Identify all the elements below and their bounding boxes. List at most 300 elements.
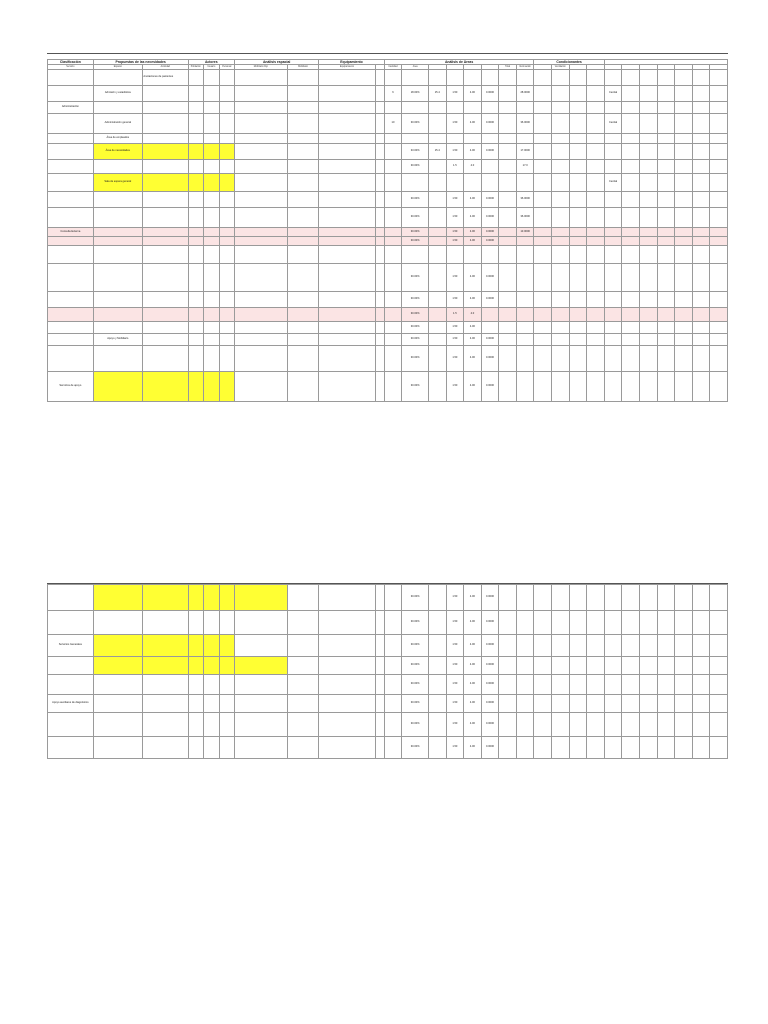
total-cell	[516, 695, 534, 713]
actor-cell	[204, 144, 219, 160]
actor-cell	[219, 86, 234, 102]
value-cell	[481, 174, 499, 192]
empty-cell	[657, 611, 675, 635]
mark-cell	[604, 160, 622, 174]
activity-cell	[142, 246, 188, 264]
value-cell: 4.00	[464, 264, 482, 292]
table-row	[48, 635, 728, 657]
space-cell: Área de empleados	[93, 134, 142, 144]
space-cell: Administración general	[93, 114, 142, 134]
empty-cell	[692, 372, 710, 402]
value-cell: 0.0000	[481, 346, 499, 372]
table-row	[48, 208, 728, 228]
empty-cell	[710, 174, 728, 192]
value-cell	[428, 246, 446, 264]
empty-cell	[375, 372, 384, 402]
space-cell	[93, 635, 142, 657]
total-cell	[516, 334, 534, 346]
value-cell: 4.00	[464, 114, 482, 134]
actor-cell	[204, 657, 219, 675]
count-cell	[384, 308, 402, 322]
equipment-cell	[319, 675, 375, 695]
value-cell	[428, 134, 446, 144]
extra-cell	[287, 737, 319, 759]
extra-cell	[287, 334, 319, 346]
value-cell: 0.0000	[481, 144, 499, 160]
empty-cell	[692, 713, 710, 737]
empty-cell	[552, 635, 570, 657]
group-cell	[48, 713, 94, 737]
actor-cell	[204, 237, 219, 246]
value-cell	[481, 322, 499, 334]
empty-cell	[534, 160, 552, 174]
space-cell	[93, 292, 142, 308]
space-cell	[93, 308, 142, 322]
empty-cell	[534, 372, 552, 402]
space-cell: Sala de espera general	[93, 174, 142, 192]
empty-cell	[552, 611, 570, 635]
analysis-cell	[234, 192, 287, 208]
value-cell: 1.50	[446, 346, 464, 372]
count-cell	[384, 346, 402, 372]
actor-cell	[219, 713, 234, 737]
subheader-cell: Ventilación	[552, 65, 570, 70]
group-cell	[48, 237, 94, 246]
empty-cell	[375, 114, 384, 134]
empty-cell	[375, 585, 384, 611]
actor-cell	[219, 246, 234, 264]
empty-cell	[692, 657, 710, 675]
actor-cell	[188, 102, 203, 114]
area-cell: 30.00%	[402, 675, 429, 695]
equipment-cell	[319, 372, 375, 402]
space-cell	[93, 264, 142, 292]
condicionantes-header: Condicionantes	[534, 60, 604, 65]
total-cell: 28.0000	[516, 86, 534, 102]
actor-cell	[188, 611, 203, 635]
empty-cell	[552, 713, 570, 737]
empty-cell	[569, 246, 587, 264]
mark-cell	[604, 70, 622, 86]
empty-cell	[710, 86, 728, 102]
empty-cell	[587, 114, 605, 134]
empty-cell	[375, 322, 384, 334]
value-cell: 4.00	[464, 322, 482, 334]
actor-cell	[188, 70, 203, 86]
actor-cell	[219, 635, 234, 657]
count-cell	[384, 228, 402, 237]
empty-cell	[587, 292, 605, 308]
value-cell: 0.0000	[481, 208, 499, 228]
empty-cell	[622, 346, 640, 372]
area-cell: 30.00%	[402, 322, 429, 334]
extra-cell	[287, 308, 319, 322]
empty-cell	[587, 737, 605, 759]
empty-cell	[710, 675, 728, 695]
total-cell	[516, 635, 534, 657]
value-cell: 4.00	[464, 713, 482, 737]
value-cell	[428, 695, 446, 713]
actor-cell	[204, 228, 219, 237]
group-cell	[48, 114, 94, 134]
value-cell: 4.00	[464, 372, 482, 402]
count-cell	[384, 134, 402, 144]
empty-cell	[534, 611, 552, 635]
empty-cell	[552, 292, 570, 308]
analysis-cell	[234, 264, 287, 292]
empty-cell	[499, 144, 517, 160]
space-cell	[93, 237, 142, 246]
activity-cell	[142, 334, 188, 346]
count-cell	[384, 695, 402, 713]
empty-cell	[622, 86, 640, 102]
value-cell	[481, 246, 499, 264]
actor-cell	[188, 144, 203, 160]
empty-cell	[552, 246, 570, 264]
value-cell: 4.00	[464, 657, 482, 675]
value-cell	[428, 346, 446, 372]
value-cell: 0.0000	[481, 713, 499, 737]
empty-cell	[569, 611, 587, 635]
actor-cell	[204, 737, 219, 759]
group-cell	[48, 160, 94, 174]
empty-cell	[569, 657, 587, 675]
table-row	[48, 134, 728, 144]
group-cell	[48, 144, 94, 160]
empty-cell	[639, 611, 657, 635]
empty-cell	[675, 144, 693, 160]
empty-cell	[587, 372, 605, 402]
actor-cell	[204, 192, 219, 208]
empty-cell	[499, 228, 517, 237]
empty-cell	[499, 102, 517, 114]
empty-cell	[657, 144, 675, 160]
mark-cell: Cenital	[604, 174, 622, 192]
extra-cell	[287, 192, 319, 208]
equipment-cell	[319, 174, 375, 192]
empty-cell	[710, 192, 728, 208]
empty-cell	[552, 346, 570, 372]
empty-cell	[587, 264, 605, 292]
empty-cell	[657, 308, 675, 322]
value-cell: 4.00	[464, 334, 482, 346]
actor-cell	[219, 737, 234, 759]
empty-cell	[499, 292, 517, 308]
empty-cell	[587, 102, 605, 114]
value-cell	[428, 737, 446, 759]
empty-cell	[534, 264, 552, 292]
empty-cell	[375, 246, 384, 264]
empty-cell	[692, 86, 710, 102]
activity-cell	[142, 114, 188, 134]
empty-cell	[657, 228, 675, 237]
equipment-cell	[319, 322, 375, 334]
empty-cell	[375, 346, 384, 372]
empty-cell	[375, 737, 384, 759]
empty-cell	[569, 114, 587, 134]
table-row	[48, 192, 728, 208]
analisis-areas-header: Análisis de Áreas	[384, 60, 534, 65]
extra-cell	[287, 635, 319, 657]
empty-cell	[692, 192, 710, 208]
actor-cell	[188, 585, 203, 611]
empty-cell	[675, 292, 693, 308]
value-cell: 4.00	[464, 675, 482, 695]
empty-cell	[692, 144, 710, 160]
empty-cell	[622, 585, 640, 611]
empty-cell	[692, 264, 710, 292]
total-cell: 36.0000	[516, 208, 534, 228]
count-cell	[384, 70, 402, 86]
group-cell: Consulta Externa	[48, 228, 94, 237]
actor-cell	[188, 246, 203, 264]
value-cell	[428, 114, 446, 134]
total-cell	[516, 611, 534, 635]
empty-cell	[675, 585, 693, 611]
empty-cell	[552, 208, 570, 228]
empty-cell	[657, 675, 675, 695]
extra-cell	[287, 713, 319, 737]
empty-cell	[534, 657, 552, 675]
empty-cell	[675, 264, 693, 292]
value-cell: 1.5	[446, 160, 464, 174]
empty-cell	[692, 102, 710, 114]
equipment-cell	[319, 264, 375, 292]
empty-cell	[499, 160, 517, 174]
actor-cell	[188, 346, 203, 372]
empty-cell	[692, 675, 710, 695]
actor-cell	[188, 174, 203, 192]
empty-cell	[657, 585, 675, 611]
analysis-cell	[234, 114, 287, 134]
value-cell: 0.0000	[481, 635, 499, 657]
value-cell: 1.50	[446, 585, 464, 611]
mark-cell	[604, 675, 622, 695]
total-cell	[516, 70, 534, 86]
empty-cell	[587, 334, 605, 346]
empty-cell	[552, 134, 570, 144]
empty-cell	[552, 192, 570, 208]
empty-cell	[534, 346, 552, 372]
actor-cell	[188, 334, 203, 346]
value-cell: 1.50	[446, 86, 464, 102]
empty-cell	[499, 134, 517, 144]
extra-cell	[287, 134, 319, 144]
equipment-cell	[319, 192, 375, 208]
value-cell: 4.00	[464, 611, 482, 635]
empty-cell	[692, 134, 710, 144]
subheader-cell: Personal	[219, 65, 234, 70]
empty-cell	[675, 228, 693, 237]
value-cell: 4.00	[464, 237, 482, 246]
actor-cell	[204, 114, 219, 134]
empty-cell	[622, 134, 640, 144]
area-cell: 30.00%	[402, 611, 429, 635]
extra-cell	[287, 292, 319, 308]
empty-cell	[375, 208, 384, 228]
activity-cell: Anotaciones de pacientes	[142, 70, 188, 86]
total-cell	[516, 174, 534, 192]
value-cell: 1.50	[446, 228, 464, 237]
empty-cell	[587, 246, 605, 264]
extra-cell	[287, 228, 319, 237]
empty-cell	[657, 174, 675, 192]
actor-cell	[188, 192, 203, 208]
value-cell	[428, 675, 446, 695]
total-cell	[516, 737, 534, 759]
analysis-cell	[234, 86, 287, 102]
value-cell	[428, 657, 446, 675]
empty-cell	[587, 160, 605, 174]
activity-cell	[142, 292, 188, 308]
equipment-cell	[319, 292, 375, 308]
empty-cell	[552, 237, 570, 246]
count-cell	[384, 237, 402, 246]
empty-cell	[639, 585, 657, 611]
value-cell: 0.0000	[481, 585, 499, 611]
empty-cell	[569, 70, 587, 86]
empty-cell	[657, 695, 675, 713]
empty-cell	[569, 86, 587, 102]
empty-cell	[552, 322, 570, 334]
actor-cell	[204, 611, 219, 635]
empty-cell	[622, 372, 640, 402]
actor-cell	[204, 334, 219, 346]
empty-cell	[622, 192, 640, 208]
empty-cell	[710, 308, 728, 322]
value-cell: 4.00	[464, 585, 482, 611]
group-cell	[48, 134, 94, 144]
area-cell: 30.00%	[402, 192, 429, 208]
value-cell: 15.4	[428, 144, 446, 160]
group-cell	[48, 86, 94, 102]
value-cell	[428, 228, 446, 237]
mark-cell	[604, 322, 622, 334]
value-cell: 4.00	[464, 292, 482, 308]
value-cell: 1.50	[446, 144, 464, 160]
total-cell	[516, 134, 534, 144]
table-row	[48, 657, 728, 675]
count-cell	[384, 292, 402, 308]
value-cell	[428, 322, 446, 334]
empty-cell	[587, 174, 605, 192]
empty-cell	[534, 635, 552, 657]
empty-cell	[499, 334, 517, 346]
equipment-cell	[319, 737, 375, 759]
value-cell: 4.00	[464, 208, 482, 228]
actor-cell	[219, 134, 234, 144]
empty-cell	[710, 292, 728, 308]
empty-cell	[692, 308, 710, 322]
total-cell: 36.0000	[516, 114, 534, 134]
actor-cell	[188, 713, 203, 737]
group-cell	[48, 346, 94, 372]
empty-cell	[639, 346, 657, 372]
actor-cell	[204, 635, 219, 657]
empty-cell	[569, 308, 587, 322]
empty-cell	[534, 308, 552, 322]
empty-cell	[622, 208, 640, 228]
empty-cell	[375, 334, 384, 346]
table-row	[48, 264, 728, 292]
area-cell: 30.00%	[402, 264, 429, 292]
activity-cell	[142, 372, 188, 402]
empty-cell	[675, 308, 693, 322]
group-cell	[48, 611, 94, 635]
empty-cell	[375, 174, 384, 192]
empty-cell	[375, 611, 384, 635]
value-cell	[464, 246, 482, 264]
count-cell	[384, 675, 402, 695]
empty-cell	[587, 192, 605, 208]
value-cell	[481, 102, 499, 114]
empty-cell	[499, 208, 517, 228]
empty-cell	[639, 292, 657, 308]
empty-cell	[675, 160, 693, 174]
count-cell: 10	[384, 114, 402, 134]
area-cell	[402, 102, 429, 114]
equipment-cell	[319, 611, 375, 635]
activity-cell	[142, 713, 188, 737]
area-cell: 30.00%	[402, 160, 429, 174]
table-row	[48, 675, 728, 695]
equipment-cell	[319, 102, 375, 114]
mark-cell	[604, 308, 622, 322]
table-row	[48, 228, 728, 237]
mark-cell	[604, 695, 622, 713]
empty-cell	[534, 192, 552, 208]
total-cell	[516, 246, 534, 264]
mark-cell	[604, 346, 622, 372]
value-cell: 1.50	[446, 292, 464, 308]
empty-cell	[622, 70, 640, 86]
equipment-cell	[319, 635, 375, 657]
empty-cell	[587, 675, 605, 695]
empty-cell	[622, 675, 640, 695]
group-cell	[48, 174, 94, 192]
value-cell	[428, 585, 446, 611]
actor-cell	[204, 675, 219, 695]
empty-cell	[692, 635, 710, 657]
group-cell	[48, 585, 94, 611]
space-cell	[93, 70, 142, 86]
area-cell: 30.00%	[402, 308, 429, 322]
mark-cell	[604, 611, 622, 635]
empty-cell	[639, 237, 657, 246]
empty-cell	[499, 114, 517, 134]
table-row	[48, 346, 728, 372]
analysis-cell	[234, 237, 287, 246]
activity-cell	[142, 308, 188, 322]
count-cell	[384, 611, 402, 635]
value-cell: 4.00	[464, 635, 482, 657]
empty-cell	[657, 70, 675, 86]
value-cell: 0.0000	[481, 228, 499, 237]
analysis-cell	[234, 713, 287, 737]
empty-cell	[499, 308, 517, 322]
actor-cell	[219, 114, 234, 134]
empty-cell	[499, 86, 517, 102]
actor-cell	[219, 237, 234, 246]
empty-cell	[375, 86, 384, 102]
empty-cell	[587, 70, 605, 86]
empty-cell	[710, 372, 728, 402]
empty-cell	[657, 114, 675, 134]
group-cell	[48, 292, 94, 308]
value-cell	[481, 308, 499, 322]
empty-cell	[657, 292, 675, 308]
table-row	[48, 737, 728, 759]
